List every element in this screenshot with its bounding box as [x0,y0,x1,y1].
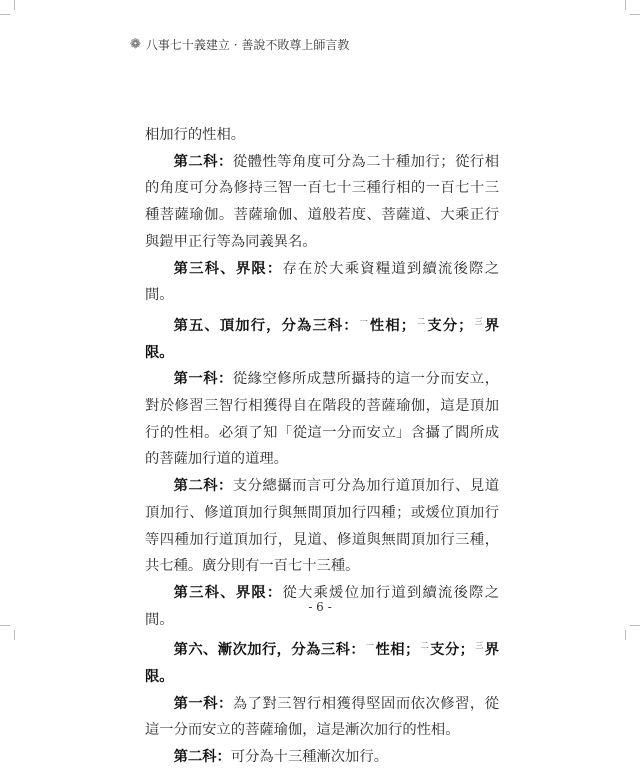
crop-mark [0,625,10,626]
crop-mark [625,0,626,10]
paragraph [145,744,499,771]
crop-mark [14,630,15,640]
running-head-title: 八事七十義建立 · 善說不敗尊上師言教 [145,38,350,52]
item-number: 一 [366,641,375,651]
paragraph-text: 從大乘煖位加行道到續流後際之間。 [145,584,500,628]
paragraph-text: 相加行的性相。 [145,127,246,143]
paragraph-lead: 第五、頂加行，分為三科： [173,317,359,334]
item-number: 一 [359,316,369,326]
item-number: 三 [474,641,484,651]
item-label: 性相； [369,317,416,334]
body-text [145,122,499,771]
item-label: 支分； [430,642,474,659]
paragraph-lead: 第一科： [173,695,233,712]
running-head [130,36,530,53]
paragraph [145,691,499,744]
paragraph-lead: 第二科： [173,749,231,766]
paragraph-lead: 第二科： [173,153,233,170]
item-label: 界限。 [145,317,500,361]
paragraph [145,122,499,149]
crop-mark [630,625,640,626]
paragraph-text: 從體性等角度可分為二十種加行；從行相的角度可分為修持三智一百七十三種行相的一百七十三種菩薩瑜伽。菩薩瑜伽、道般若度、菩薩道、大乘正行與鎧甲正行等為同義異名。 [145,153,500,250]
paragraph-lead: 第一科： [173,371,233,388]
section-heading [145,309,499,366]
item-label: 性相； [375,642,420,659]
lotus-flower-icon: ❁ [130,37,141,52]
paragraph-lead: 第三科、界限： [173,584,283,601]
paragraph [145,149,499,256]
paragraph-lead: 第二科： [173,478,233,495]
page-number: - 6 - [308,600,332,614]
paragraph [145,366,499,473]
paragraph-lead: 第六、漸次加行，分為三科： [173,642,366,659]
paragraph-text: 為了對三智行相獲得堅固而依次修習，從這一分而安立的菩薩瑜伽，這是漸次加行的性相。 [145,695,500,739]
item-label: 支分； [427,317,473,334]
item-label: 界限。 [145,642,500,686]
crop-mark [630,14,640,15]
item-number: 三 [473,316,484,326]
crop-mark [625,630,626,640]
item-number: 二 [416,316,427,326]
paragraph-text: 支分總攝而言可分為加行道頂加行、見道頂加行、修道頂加行與無間頂加行四種；或煖位頂加行等四種加行道頂加行，見道、修道與無間頂加行三種，共七種。廣分則有一百七十三種。 [145,478,500,575]
paragraph-lead: 第三科、界限： [173,260,283,277]
crop-mark [0,14,10,15]
paragraph [145,473,499,580]
crop-mark [14,0,15,10]
section-heading [145,633,499,690]
paragraph [145,256,499,309]
paragraph-text: 可分為十三種漸次加行。 [230,749,389,766]
item-number: 二 [420,641,430,651]
paragraph-text: 從緣空修所成慧所攝持的這一分而安立，對於修習三智行相獲得自在階段的菩薩瑜伽，這是頂加行的性相。必須了知「從這一分而安立」含攝了閻所成的菩薩加行道的道理。 [145,371,500,468]
paragraph-text: 存在於大乘資糧道到續流後際之間。 [145,260,500,304]
